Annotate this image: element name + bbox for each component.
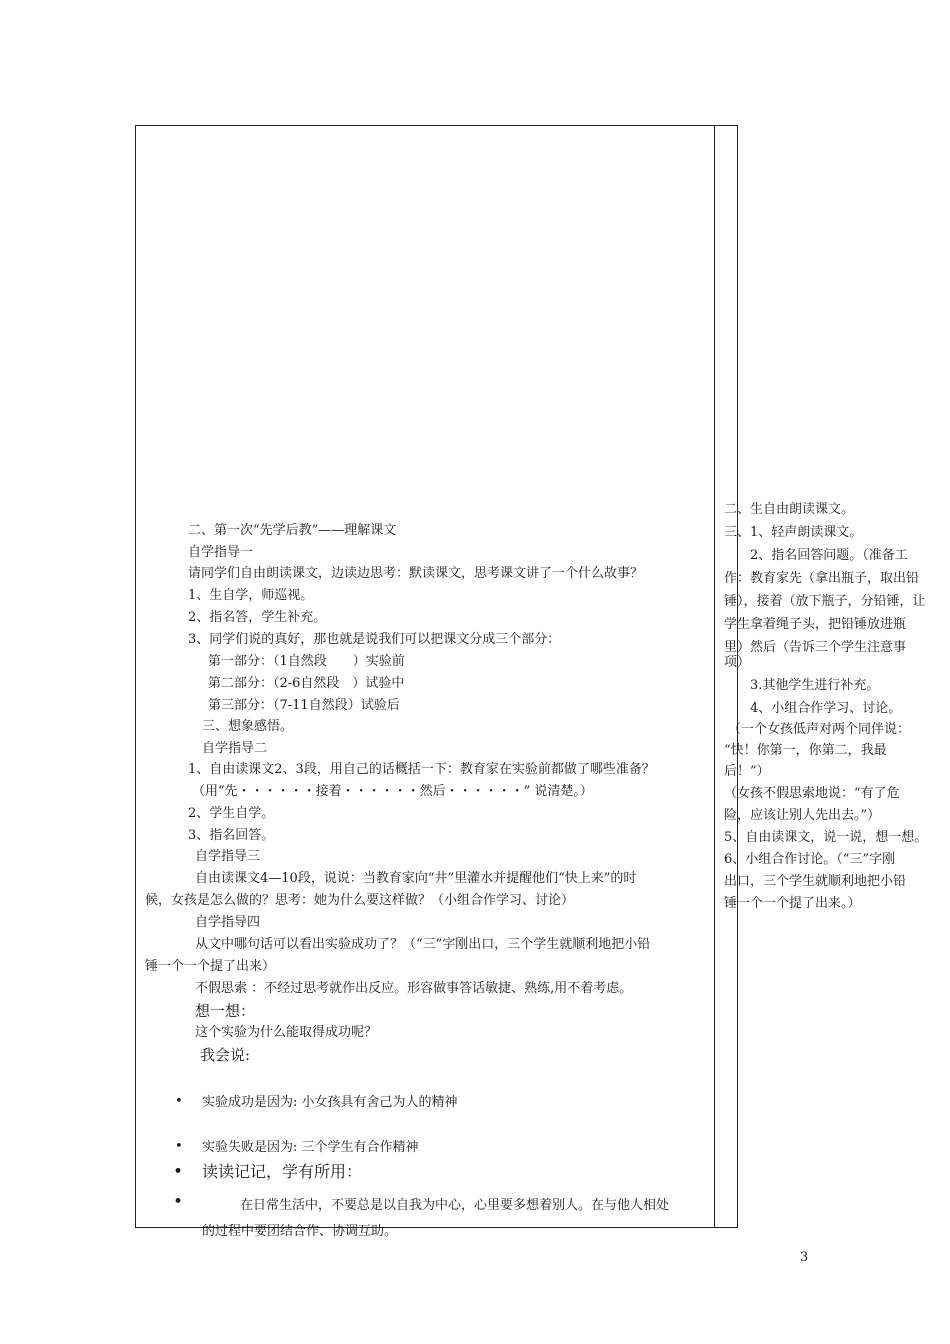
side-line: 三、1、轻声朗读课文。 — [724, 525, 863, 540]
side-line: 6、小组合作讨论。（“三”字刚 — [724, 852, 896, 867]
side-line: 后！”） — [724, 764, 770, 779]
side-line: 里）然后（告诉三个学生注意事 — [724, 640, 907, 655]
think-heading: 想一想： — [195, 1002, 256, 1020]
side-line: 学生拿着绳子头，把铅锤放进瓶 — [724, 617, 907, 632]
column-divider — [714, 125, 715, 1228]
part-line: 第二部分：（2-6自然段 ）试验中 — [208, 676, 405, 691]
text-line: 1、生自学，师巡视。 — [188, 588, 314, 603]
text-line: （用“先・・・・・・接着・・・・・・然后・・・・・・” 说清楚。） — [192, 784, 593, 799]
side-line: 出口，三个学生就顺利地把小铅 — [724, 874, 907, 889]
text-line: 候，女孩是怎么做的？思考：她为什么要这样做？（小组合作学习、讨论） — [145, 893, 575, 908]
side-line: 项） — [724, 655, 751, 670]
side-line: “快！你第一，你第二，我最 — [724, 743, 887, 758]
i-say-heading: 我会说: — [200, 1046, 251, 1064]
text-line: 从文中哪句话可以看出实验成功了？（“三”字刚出口，三个学生就顺利地把小铅 — [195, 937, 651, 952]
side-line: 锤一个一个提了出来。） — [724, 896, 861, 911]
bullet-dot: • — [175, 1094, 183, 1109]
bullet-dot: • — [173, 1162, 184, 1182]
side-line: （一个女孩低声对两个同伴说： — [728, 722, 911, 737]
side-line: 险，应该让别人先出去。”） — [724, 808, 881, 823]
side-line: 2、指名回答问题。（准备工 — [750, 548, 908, 563]
guide-heading: 自学指导一 — [188, 545, 254, 560]
part-line: 第一部分：（1自然段 ）实验前 — [208, 654, 405, 669]
bullet-dot: • — [175, 1139, 183, 1154]
bullet-text: 实验失败是因为: 三个学生有合作精神 — [202, 1140, 419, 1155]
text-line: 请同学们自由朗读课文，边读边思考：默读课文，思考课文讲了一个什么故事？ — [188, 566, 644, 581]
guide-heading: 自学指导四 — [195, 915, 261, 930]
side-line: 二、生自由朗读课文。 — [724, 502, 855, 517]
text-line: 2、学生自学。 — [188, 806, 275, 821]
bullet-text: 在日常生活中，不要总是以自我为中心，心里要多想着别人。在与他人相处 — [240, 1198, 670, 1213]
side-line: （女孩不假思索地说：“有了危 — [724, 786, 900, 801]
section-heading: 三、想象感悟。 — [202, 719, 294, 734]
text-line: 锤一个一个提了出来） — [145, 959, 276, 974]
definition-line: 不假思索 ：不经过思考就作出反应。形容做事答话敏捷、熟练,用不着考虑。 — [195, 981, 633, 996]
text-line: 3、同学们说的真好，那也就是说我们可以把课文分成三个部分： — [188, 632, 561, 647]
side-line: 3.其他学生进行补充。 — [750, 678, 880, 693]
side-line: 5、自由读课文，说一说，想一想。 — [724, 830, 928, 845]
side-line: 4、小组合作学习、讨论。 — [750, 701, 902, 716]
read-remember-heading: 读读记记，学有所用： — [202, 1162, 363, 1181]
bullet-text: 实验成功是因为: 小女孩具有舍己为人的精神 — [202, 1095, 458, 1110]
text-line: 1、自由读课文2、3段，用自己的话概括一下：教育家在实验前都做了哪些准备？ — [188, 762, 655, 777]
bullet-dot: • — [173, 1192, 184, 1212]
question-line: 这个实验为什么能取得成功呢？ — [195, 1025, 378, 1040]
section-heading: 二、第一次“先学后教”——理解课文 — [188, 523, 397, 538]
part-line: 第三部分：（7-11自然段）试验后 — [208, 698, 400, 713]
page-number: 3 — [800, 1250, 809, 1265]
bullet-text: 的过程中要团结合作、协调互助。 — [202, 1224, 398, 1239]
text-line: 自由读课文4—10段，说说：当教育家向“井”里灌水并提醒他们“快上来”的时 — [195, 871, 637, 886]
guide-heading: 自学指导二 — [202, 741, 268, 756]
text-line: 2、指名答，学生补充。 — [188, 610, 327, 625]
side-line: 作：教育家先（拿出瓶子，取出铅 — [724, 571, 920, 586]
text-line: 3、指名回答。 — [188, 828, 275, 843]
guide-heading: 自学指导三 — [195, 849, 261, 864]
side-line: 锤），接着（放下瓶子，分铅锤，让 — [724, 594, 926, 609]
